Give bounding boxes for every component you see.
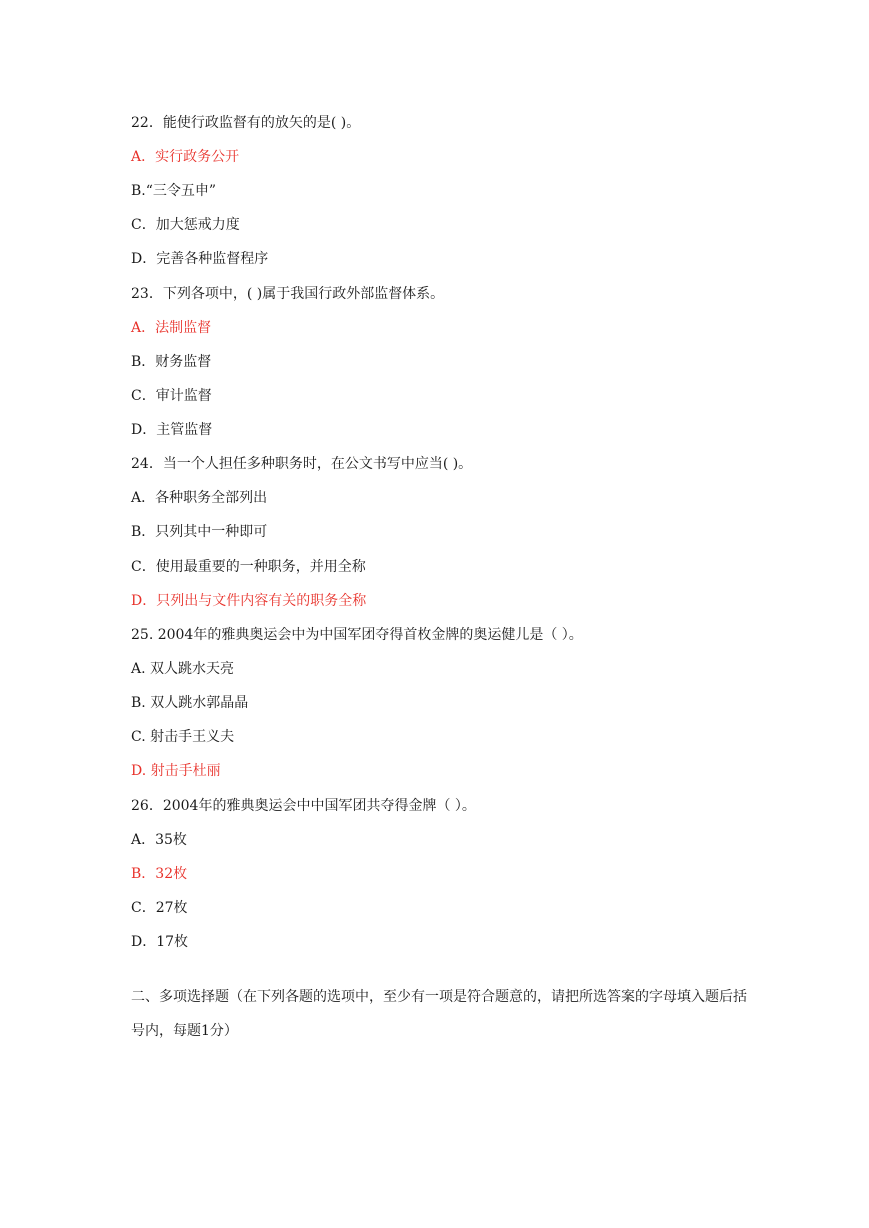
question-25-option-b: B. 双人跳水郭晶晶: [131, 695, 249, 711]
question-26-stem: 26．2004年的雅典奥运会中中国军团共夺得金牌（ ）。: [131, 798, 476, 814]
question-23-option-b: B．财务监督: [131, 354, 212, 370]
question-22-option-d: D．完善各种监督程序: [131, 251, 269, 267]
question-22-stem: 22．能使行政监督有的放矢的是( )。: [131, 115, 361, 131]
question-23-option-d: D．主管监督: [131, 422, 213, 438]
question-26-option-c: C．27枚: [131, 900, 188, 916]
question-25-option-c: C. 射击手王义夫: [131, 729, 235, 745]
question-22-option-a: A．实行政务公开: [131, 149, 240, 165]
question-25-option-d: D. 射击手杜丽: [131, 763, 221, 779]
question-24-option-a: A．各种职务全部列出: [131, 490, 268, 506]
question-24-stem: 24．当一个人担任多种职务时，在公文书写中应当( )。: [131, 456, 473, 472]
question-23-option-c: C．审计监督: [131, 388, 212, 404]
question-26-option-b: B．32枚: [131, 866, 188, 882]
question-24-option-c: C．使用最重要的一种职务，并用全称: [131, 559, 366, 575]
question-22-option-b: B.“三令五申”: [131, 183, 217, 199]
question-25-stem: 25. 2004年的雅典奥运会中为中国军团夺得首枚金牌的奥运健儿是（ ）。: [131, 627, 583, 643]
question-23-stem: 23．下列各项中，( )属于我国行政外部监督体系。: [131, 286, 445, 302]
question-25-option-a: A. 双人跳水天亮: [131, 661, 235, 677]
question-26-option-a: A．35枚: [131, 832, 187, 848]
question-26-option-d: D．17枚: [131, 934, 189, 950]
multiple-choice-section-heading: 二、多项选择题（在下列各题的选项中，至少有一项是符合题意的，请把所选答案的字母填入题后括号内，每题1分）: [131, 989, 747, 1039]
question-23-option-a: A．法制监督: [131, 320, 212, 336]
question-24-option-b: B．只列其中一种即可: [131, 524, 268, 540]
question-24-option-d: D．只列出与文件内容有关的职务全称: [131, 593, 367, 609]
question-22-option-c: C．加大惩戒力度: [131, 217, 240, 233]
